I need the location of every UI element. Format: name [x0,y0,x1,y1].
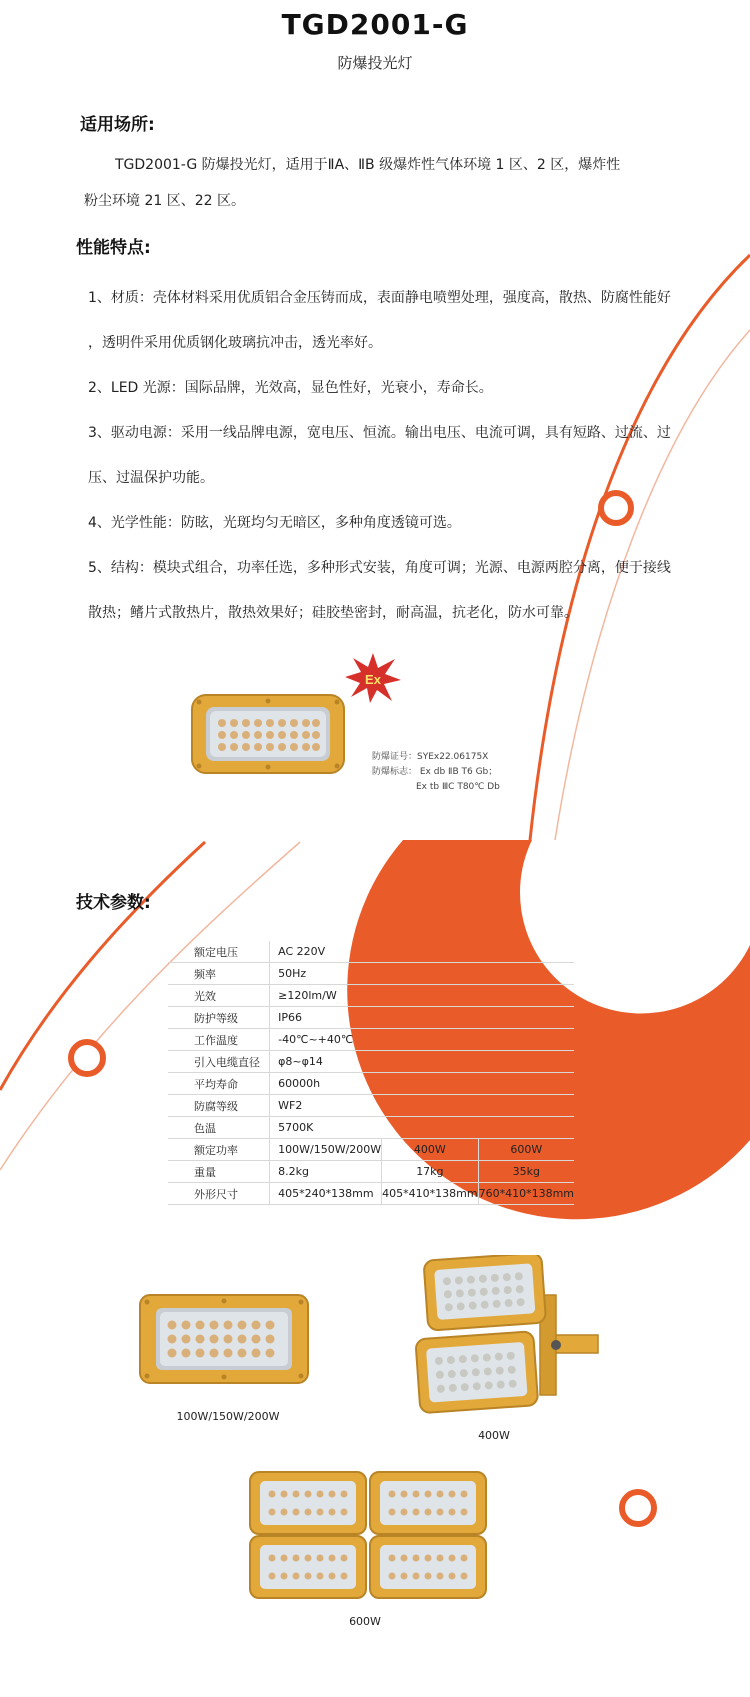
specs-heading: 技术参数: [76,893,151,913]
feature-line: ，透明件采用优质钢化玻璃抗冲击，透光率好。 [88,335,382,351]
page-title: TGD2001-G [281,8,469,41]
ex-badge-text: Ex [365,672,381,687]
lamp-image-600w [248,1470,488,1600]
caption-100-200w: 100W/150W/200W [176,1410,280,1423]
table-row [168,941,574,963]
spec-value: 405*240*138mm [270,1183,382,1205]
spec-label: 额定电压 [168,941,270,963]
spec-value: 35kg [478,1161,574,1183]
spec-value: 400W [382,1139,478,1161]
spec-value: 50Hz [270,963,574,985]
accent-curve-light [555,330,750,840]
spec-value: IP66 [270,1007,574,1029]
table-row [168,1117,574,1139]
spec-value: WF2 [270,1095,574,1117]
table-row [168,1183,574,1205]
ex-badge-icon [345,653,401,703]
table-row [168,1139,574,1161]
table-row [168,1029,574,1051]
spec-value: AC 220V [270,941,574,963]
spec-value: 5700K [270,1117,574,1139]
feature-line: 4、光学性能：防眩，光斑均匀无暗区，多种角度透镜可选。 [88,515,461,531]
table-row [168,1073,574,1095]
ex-marking-2: Ex tb ⅢC T80℃ Db [416,782,500,792]
application-line: TGD2001-G 防爆投光灯，适用于ⅡA、ⅡB 级爆炸性气体环境 1 区、2 区，爆炸性 [115,157,621,173]
lamp-image-single [190,693,346,775]
spec-label: 防护等级 [168,1007,270,1029]
spec-label: 频率 [168,963,270,985]
spec-value: 760*410*138mm [478,1183,574,1205]
feature-line: 2、LED 光源：国际品牌，光效高，显色性好，光衰小，寿命长。 [88,380,493,396]
spec-value: -40℃~+40℃ [270,1029,574,1051]
table-row [168,963,574,985]
feature-line: 5、结构：模块式组合，功率任选，多种形式安装，角度可调；光源、电源两腔分离，便于接线 [88,560,671,576]
spec-label: 引入电缆直径 [168,1051,270,1073]
table-row [168,1161,574,1183]
table-row [168,1051,574,1073]
feature-line: 压、过温保护功能。 [88,470,214,486]
spec-value: 60000h [270,1073,574,1095]
lamp-image-100-200w [138,1293,310,1385]
ex-marking: 防爆标志： Ex db ⅡB T6 Gb； [372,767,498,777]
spec-value: 405*410*138mm [382,1183,478,1205]
feature-line: 散热；鳍片式散热片，散热效果好；硅胶垫密封，耐高温，抗老化，防水可靠。 [88,605,578,621]
features-heading: 性能特点: [76,238,151,258]
ring-icon [622,1492,654,1524]
table-row [168,1095,574,1117]
spec-label: 外形尺寸 [168,1183,270,1205]
spec-label: 防腐等级 [168,1095,270,1117]
application-heading: 适用场所: [80,115,155,135]
spec-table [168,941,574,1205]
cert-number: 防爆证号：SYEx22.06175X [372,752,489,762]
spec-value: ≥120lm/W [270,985,574,1007]
spec-value: 17kg [382,1161,478,1183]
spec-value: φ8~φ14 [270,1051,574,1073]
lamp-image-400w [410,1255,600,1423]
application-line: 粉尘环境 21 区、22 区。 [84,193,245,209]
table-row [168,985,574,1007]
caption-600w: 600W [349,1615,381,1628]
feature-line: 1、材质：壳体材料采用优质铝合金压铸而成，表面静电喷塑处理，强度高，散热、防腐性能好 [88,290,671,306]
spec-label: 色温 [168,1117,270,1139]
spec-label: 额定功率 [168,1139,270,1161]
feature-line: 3、驱动电源：采用一线品牌电源，宽电压、恒流。输出电压、电流可调，具有短路、过流、过 [88,425,671,441]
spec-value: 600W [478,1139,574,1161]
spec-label: 平均寿命 [168,1073,270,1095]
spec-label: 重量 [168,1161,270,1183]
accent-curve [530,255,750,840]
page-subtitle: 防爆投光灯 [337,54,413,72]
ring-icon [71,1042,103,1074]
spec-label: 光效 [168,985,270,1007]
table-row [168,1007,574,1029]
spec-value: 8.2kg [270,1161,382,1183]
spec-label: 工作温度 [168,1029,270,1051]
ring-icon [601,493,631,523]
caption-400w: 400W [478,1429,510,1442]
spec-value: 100W/150W/200W [270,1139,382,1161]
